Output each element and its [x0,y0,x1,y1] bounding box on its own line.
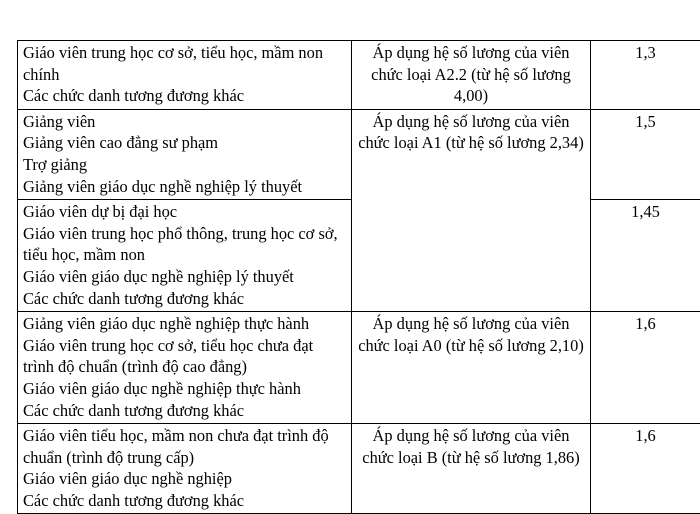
position-line: Giáo viên tiểu học, mầm non chưa đạt trình độ chuẩn (trình độ trung cấp) [23,425,346,468]
salary-coefficient-table [17,40,700,514]
rank-cell: Áp dụng hệ số lương của viên chức loại A2.2 (từ hệ số lương 4,00) [352,41,591,110]
table-row [18,109,700,199]
coefficient-cell: 1,3 [591,41,700,110]
position-line: Các chức danh tương đương khác [23,400,346,422]
coefficient-cell: 1,45 [591,200,700,312]
position-line: Giáo viên trung học cơ sở, tiểu học chưa đạt trình độ chuẩn (trình độ cao đẳng) [23,335,346,378]
positions-cell [18,424,352,514]
position-line: Giáo viên giáo dục nghề nghiệp thực hành [23,378,346,400]
positions-cell [18,200,352,312]
coefficient-cell: 1,6 [591,312,700,424]
rank-cell: Áp dụng hệ số lương của viên chức loại B (từ hệ số lương 1,86) [352,424,591,514]
table-row [18,312,700,424]
coefficient-cell: 1,5 [591,109,700,199]
position-line: Giáo viên dự bị đại học [23,201,346,223]
coefficient-cell: 1,6 [591,424,700,514]
position-line: Giáo viên giáo dục nghề nghiệp [23,468,346,490]
rank-cell: Áp dụng hệ số lương của viên chức loại A1 (từ hệ số lương 2,34) [352,109,591,311]
position-line: Trợ giảng [23,154,346,176]
position-line: Giảng viên [23,111,346,133]
rank-cell: Áp dụng hệ số lương của viên chức loại A0 (từ hệ số lương 2,10) [352,312,591,424]
position-line: Các chức danh tương đương khác [23,85,346,107]
position-line: Giảng viên cao đẳng sư phạm [23,132,346,154]
positions-cell [18,312,352,424]
position-line: Giáo viên trung học cơ sở, tiểu học, mầm non chính [23,42,346,85]
table-row [18,41,700,110]
position-line: Giáo viên trung học phổ thông, trung học cơ sở, tiểu học, mầm non [23,223,346,266]
position-line: Giảng viên giáo dục nghề nghiệp lý thuyết [23,176,346,198]
position-line: Giảng viên giáo dục nghề nghiệp thực hành [23,313,346,335]
position-line: Giáo viên giáo dục nghề nghiệp lý thuyết [23,266,346,288]
position-line: Các chức danh tương đương khác [23,288,346,310]
table-row [18,424,700,514]
positions-cell [18,109,352,199]
positions-cell [18,41,352,110]
position-line: Các chức danh tương đương khác [23,490,346,512]
